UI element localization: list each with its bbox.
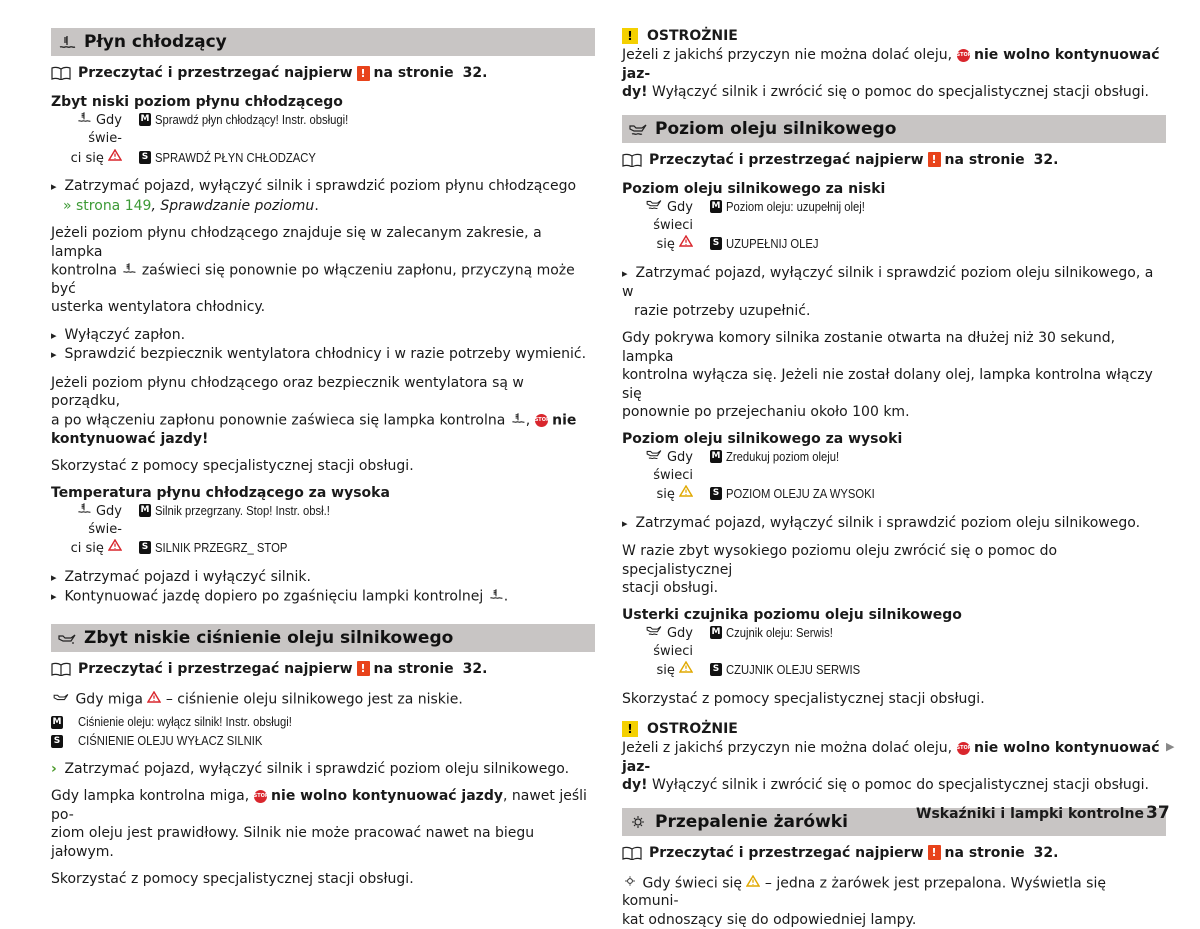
action-text: Zatrzymać pojazd, wyłączyć silnik i sprawdzić poziom oleju silnikowego. <box>635 515 1140 531</box>
condition-text: Gdy świe- <box>88 113 122 147</box>
coolant-para-1 <box>51 224 595 317</box>
mfd-s-icon: S <box>710 487 722 500</box>
condition-text: ci się <box>71 541 104 556</box>
read-first-text: Przeczytać i przestrzegać najpierw <box>78 65 353 81</box>
oil-level-icon <box>645 624 663 643</box>
page-number: 37 <box>1146 803 1170 823</box>
mfd-message: Ciśnienie oleju: wyłącz silnik! Instr. obsługi! <box>78 713 292 732</box>
coolant-low-subtitle: Zbyt niski poziom płynu chłodzącego <box>51 94 595 110</box>
oil-level-icon <box>628 122 648 136</box>
bold-text: kontynuować jazdy! <box>51 431 208 447</box>
coolant-para-3: Skorzystać z pomocy specjalistycznej stacji obsługi. <box>51 457 595 476</box>
text-line: Gdy świeci się <box>642 875 742 891</box>
mfd-message-segment: POZIOM OLEJU ZA WYSOKI <box>726 485 1122 504</box>
bulb-read-first <box>622 845 1166 861</box>
warning-triangle-red-icon <box>147 690 161 709</box>
coolant-low-table <box>51 111 595 168</box>
period: . <box>314 198 318 214</box>
continue-arrow-icon: ▶ <box>1166 740 1174 753</box>
caution-text-1 <box>622 46 1166 102</box>
page-reference-link[interactable]: 32. <box>1034 845 1059 861</box>
condition-text: się <box>656 237 674 252</box>
book-icon <box>51 66 71 80</box>
mfd-s-icon: S <box>51 735 63 748</box>
bold-text: nie wolno kontynuować jaz- <box>622 47 1160 82</box>
coolant-high-condition <box>51 502 135 540</box>
mfd-m-icon: M <box>139 113 151 126</box>
text-line: kontrolna <box>51 262 117 278</box>
oil-level-section-header <box>622 115 1166 143</box>
stop-icon: STOP <box>254 790 267 803</box>
read-first-text: Przeczytać i przestrzegać najpierw <box>649 845 924 861</box>
caution-icon: ! <box>622 721 638 737</box>
condition-text: Gdy świeci <box>653 625 693 659</box>
warning-icon: ! <box>928 152 941 167</box>
bullet-text: Sprawdzić bezpiecznik wentylatora chłodnicy i w razie potrzeby wymienić. <box>64 346 586 362</box>
book-icon <box>622 846 642 860</box>
mfd-m-icon: M <box>51 716 63 729</box>
oil-level-para-1 <box>622 329 1166 422</box>
read-first-text: Przeczytać i przestrzegać najpierw <box>78 661 353 677</box>
mfd-message-segment: SPRAWDŹ PŁYN CHŁODZACY <box>155 149 551 168</box>
bullet-text: Zatrzymać pojazd i wyłączyć silnik. <box>64 569 311 585</box>
text-line: Jeżeli poziom płynu chłodzącego oraz bezpiecznik wentylatora są w porządku, <box>51 375 524 410</box>
bold-text: nie wolno kontynuować jaz- <box>622 740 1160 775</box>
text-line: usterka wentylatora chłodnicy. <box>51 299 265 315</box>
oil-pressure-section-header <box>51 624 595 652</box>
warning-triangle-yellow-icon <box>679 485 693 504</box>
book-icon <box>51 662 71 676</box>
stop-icon: STOP <box>535 414 548 427</box>
bullet-marker: ▸ <box>622 515 631 534</box>
bullet-marker: ▸ <box>51 178 60 197</box>
mfd-message: Poziom oleju: uzupełnij olej! <box>726 198 1122 236</box>
page-reference-link[interactable]: 32. <box>463 65 488 81</box>
oil-sensor-condition <box>622 624 706 662</box>
oil-pressure-blink <box>51 690 595 709</box>
mfd-message-segment: UZUPEŁNIJ OLEJ <box>726 235 1122 254</box>
action-text: Zatrzymać pojazd, wyłączyć silnik i sprawdzić poziom oleju silnikowego. <box>64 761 569 777</box>
bulb-text <box>622 874 1166 929</box>
caution-header-1 <box>622 28 1166 44</box>
text-line: kat odnoszący się do odpowiedniej lampy. <box>622 912 916 928</box>
coolant-section-title: Płyn chłodzący <box>84 32 227 52</box>
oil-level-icon <box>645 448 663 467</box>
mfd-m-icon: M <box>710 450 722 463</box>
mfd-m-icon: M <box>710 200 722 213</box>
warning-icon: ! <box>357 66 370 81</box>
action-marker: › <box>51 760 60 779</box>
bold-text: nie <box>552 412 576 428</box>
mfd-message-segment: CZUJNIK OLEJU SERWIS <box>726 661 1122 680</box>
mfd-s-icon: S <box>710 237 722 250</box>
bullet-text: Wyłączyć zapłon. <box>64 327 185 343</box>
oil-level-para-3: Skorzystać z pomocy specjalistycznej stacji obsługi. <box>622 690 1166 709</box>
text-line: W razie zbyt wysokiego poziomu oleju zwrócić się o pomoc do specjalistycznej <box>622 543 1057 578</box>
coolant-icon <box>76 111 92 130</box>
bullet-marker: ▸ <box>51 569 60 588</box>
oil-high-table <box>622 448 1166 505</box>
mfd-message: Silnik przegrzany. Stop! Instr. obsł.! <box>155 502 551 540</box>
oil-level-icon <box>645 198 663 217</box>
caution-text-2 <box>622 739 1166 795</box>
text-line: Gdy pokrywa komory silnika zostanie otwarta na dłużej niż 30 sekund, lampka <box>622 330 1115 365</box>
read-first-text: Przeczytać i przestrzegać najpierw <box>649 152 924 168</box>
mfd-message: Sprawdź płyn chłodzący! Instr. obsługi! <box>155 111 551 149</box>
text-line: – jedna z żarówek jest przepalona. Wyświetla się komuni- <box>622 875 1106 910</box>
text-line: Wyłączyć silnik i zwrócić się o pomoc do specjalistycznej stacji obsługi. <box>648 84 1149 100</box>
coolant-high-table <box>51 502 595 559</box>
coolant-high-condition-2 <box>51 539 135 558</box>
mfd-message: Czujnik oleju: Serwis! <box>726 624 1122 662</box>
oil-pressure-mfd <box>51 713 595 751</box>
bullet-marker: ▸ <box>51 346 60 365</box>
read-first-suffix: na stronie <box>374 661 454 677</box>
oil-low-table <box>622 198 1166 255</box>
oil-low-condition <box>622 198 706 236</box>
stop-icon: STOP <box>957 49 970 62</box>
mfd-m-icon: M <box>139 504 151 517</box>
stop-icon: STOP <box>957 742 970 755</box>
text-line: – ciśnienie oleju silnikowego jest za niskie. <box>166 691 463 707</box>
condition-text: Gdy świe- <box>88 503 122 537</box>
text-line: Gdy lampka kontrolna miga, <box>51 788 249 804</box>
oil-high-action <box>622 514 1166 534</box>
page-reference-link[interactable]: 32. <box>463 661 488 677</box>
oil-high-subtitle: Poziom oleju silnikowego za wysoki <box>622 431 1166 447</box>
oil-low-condition-2 <box>622 235 706 254</box>
text-line: stacji obsługi. <box>622 580 718 596</box>
condition-text: się <box>656 663 674 678</box>
coolant-icon <box>510 411 526 430</box>
oil-pressure-para-2: Skorzystać z pomocy specjalistycznej stacji obsługi. <box>51 870 595 889</box>
bulb-icon <box>622 874 638 893</box>
footer-chapter-title: Wskaźniki i lampki kontrolne <box>916 806 1144 822</box>
text-line: Jeżeli poziom płynu chłodzącego znajduje się w zalecanym zakresie, a lampka <box>51 225 542 260</box>
oil-level-para-2 <box>622 542 1166 598</box>
read-first-suffix: na stronie <box>945 152 1025 168</box>
coolant-read-first <box>51 65 595 81</box>
read-first-suffix: na stronie <box>945 845 1025 861</box>
text-line: a po włączeniu zapłonu ponownie zaświeca się lampka kontrolna <box>51 412 505 428</box>
page-149-link[interactable]: » strona 149 <box>51 198 151 214</box>
oil-pressure-para-1 <box>51 787 595 861</box>
oil-can-icon <box>57 631 77 645</box>
mfd-s-icon: S <box>139 541 151 554</box>
warning-triangle-red-icon <box>108 539 122 558</box>
oil-pressure-action <box>51 760 595 779</box>
warning-icon: ! <box>357 661 370 676</box>
warning-icon: ! <box>928 845 941 860</box>
text-line: Jeżeli z jakichś przyczyn nie można dolać oleju, <box>622 47 952 63</box>
caution-icon: ! <box>622 28 638 44</box>
condition-text: Gdy świeci <box>653 199 693 233</box>
text-line: , nawet jeśli po- <box>51 788 587 823</box>
condition-text: ci się <box>71 151 104 166</box>
mfd-message-segment: SILNIK PRZEGRZ_ STOP <box>155 539 551 558</box>
cross-ref-title: , Sprawdzanie poziomu <box>151 198 314 214</box>
right-column <box>622 28 1166 929</box>
mfd-s-icon: S <box>139 151 151 164</box>
coolant-low-action <box>51 177 595 215</box>
oil-level-read-first <box>622 152 1166 168</box>
text-line: Gdy miga <box>75 691 142 707</box>
warning-triangle-red-icon <box>679 235 693 254</box>
text-line: zaświeci się ponownie po włączeniu zapłonu, przyczyną może być <box>51 262 575 297</box>
oil-high-condition-2 <box>622 485 706 504</box>
oil-sensor-table <box>622 624 1166 681</box>
caution-label: OSTROŻNIE <box>647 28 738 44</box>
text-line: ponownie po przejechaniu około 100 km. <box>622 404 910 420</box>
caution-label: OSTROŻNIE <box>647 721 738 737</box>
oil-pressure-section-title: Zbyt niskie ciśnienie oleju silnikowego <box>84 628 453 648</box>
coolant-low-condition <box>51 111 135 149</box>
text-line: Wyłączyć silnik i zwrócić się o pomoc do specjalistycznej stacji obsługi. <box>648 777 1149 793</box>
oil-level-section-title: Poziom oleju silnikowego <box>655 119 896 139</box>
page-reference-link[interactable]: 32. <box>1034 152 1059 168</box>
text-line: Jeżeli z jakichś przyczyn nie można dolać oleju, <box>622 740 952 756</box>
bold-text: dy! <box>622 777 648 793</box>
action-text: Zatrzymać pojazd, wyłączyć silnik i sprawdzić poziom płynu chłodzącego <box>64 178 576 194</box>
bold-text: dy! <box>622 84 648 100</box>
oil-sensor-subtitle: Usterki czujnika poziomu oleju silnikowego <box>622 607 1166 623</box>
warning-triangle-yellow-icon <box>746 874 760 893</box>
coolant-icon <box>488 587 504 606</box>
text-line: kontrolna wyłącza się. Jeżeli nie został dolany olej, lampka kontrolna włączy się <box>622 367 1153 402</box>
bullet-text: Kontynuować jazdę dopiero po zgaśnięciu lampki kontrolnej <box>64 588 483 604</box>
coolant-icon <box>57 35 77 49</box>
coolant-low-condition-2 <box>51 149 135 168</box>
oil-low-subtitle: Poziom oleju silnikowego za niski <box>622 181 1166 197</box>
warning-triangle-red-icon <box>108 149 122 168</box>
book-icon <box>622 153 642 167</box>
mfd-message-segment: CIŚNIENIE OLEJU WYŁACZ SILNIK <box>78 732 262 751</box>
condition-text: Gdy świeci <box>653 449 693 483</box>
oil-low-action <box>622 264 1166 321</box>
bulb-section-title: Przepalenie żarówki <box>655 812 848 832</box>
bulb-icon <box>628 815 648 829</box>
bullet-marker: ▸ <box>51 327 60 346</box>
condition-text: się <box>656 487 674 502</box>
coolant-para-2: Jeżeli poziom płynu chłodzącego oraz bezpiecznik wentylatora są w porządku, a po włączeniu zapłonu ponownie zaświeca się lampka kontrolna , STOP nie kontynuować jazdy! <box>51 374 595 448</box>
action-text: Zatrzymać pojazd, wyłączyć silnik i sprawdzić poziom oleju silnikowego, a w <box>622 265 1153 301</box>
oil-high-condition <box>622 448 706 486</box>
coolant-bullet-1 <box>51 326 595 346</box>
mfd-s-icon: S <box>710 663 722 676</box>
coolant-high-subtitle: Temperatura płynu chłodzącego za wysoka <box>51 485 595 501</box>
oil-pressure-read-first <box>51 661 595 677</box>
coolant-high-bullet-1 <box>51 568 595 588</box>
read-first-suffix: na stronie <box>374 65 454 81</box>
bullet-marker: ▸ <box>622 265 631 284</box>
mfd-message: Zredukuj poziom oleju! <box>726 448 1122 486</box>
coolant-bullet-2 <box>51 345 595 365</box>
bold-text: nie wolno kontynuować jazdy <box>271 788 503 804</box>
coolant-icon <box>76 502 92 521</box>
oil-can-icon <box>51 690 71 709</box>
warning-triangle-yellow-icon <box>679 661 693 680</box>
oil-sensor-condition-2 <box>622 661 706 680</box>
text-line: ziom oleju jest prawidłowy. Silnik nie może pracować nawet na biegu jałowym. <box>51 825 534 860</box>
bullet-marker: ▸ <box>51 588 60 607</box>
mfd-m-icon: M <box>710 626 722 639</box>
left-column <box>51 28 595 889</box>
coolant-icon <box>121 261 137 280</box>
caution-header-2 <box>622 721 1166 737</box>
action-text: razie potrzeby uzupełnić. <box>622 303 810 319</box>
coolant-section-header <box>51 28 595 56</box>
coolant-high-bullet-2: ▸ Kontynuować jazdę dopiero po zgaśnięciu lampki kontrolnej . <box>51 587 595 607</box>
